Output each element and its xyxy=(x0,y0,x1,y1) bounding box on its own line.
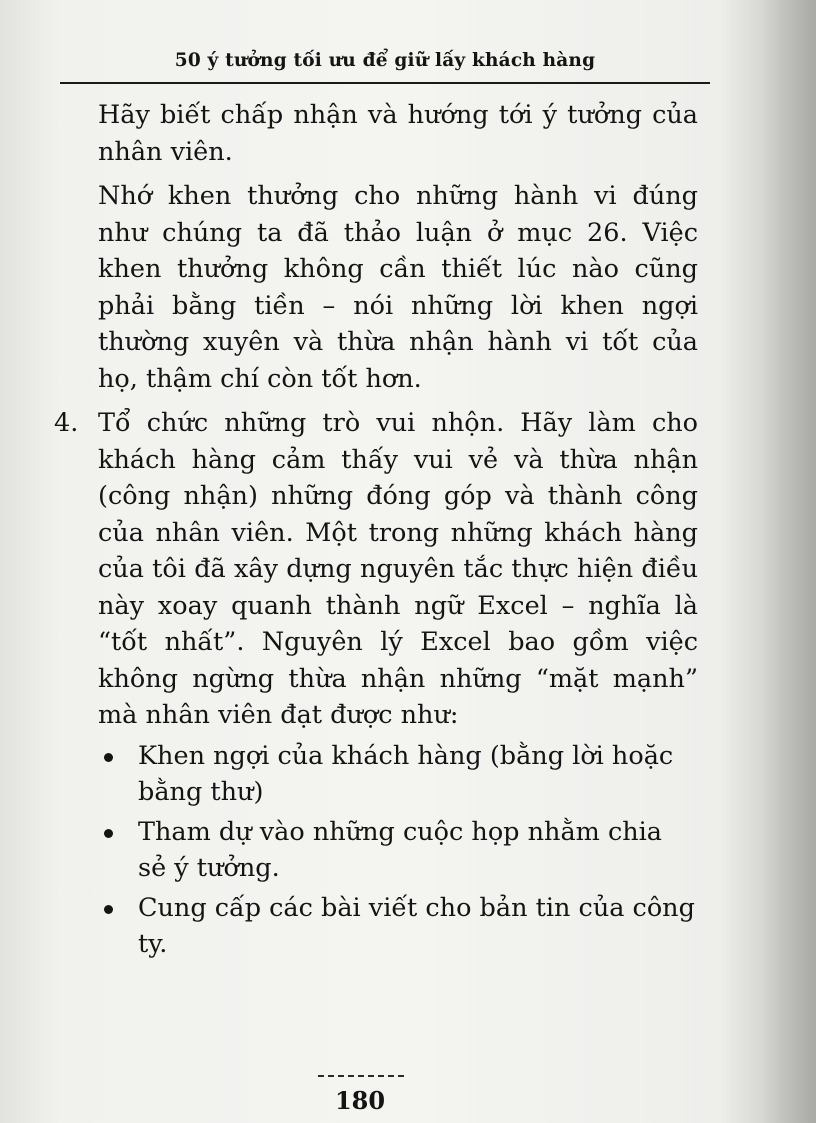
header-title: 50 ý tưởng tối ưu để giữ lấy khách hàng xyxy=(174,50,596,71)
numbered-item-4 xyxy=(54,405,698,734)
bullet-item xyxy=(98,738,698,811)
paragraph: Nhớ khen thưởng cho những hành vi đúng như chúng ta đã thảo luận ở mục 26. Việc khen thưởng không cần thiết lúc nào cũng phải bằng tiền – nói những lời khen ngợi thường xuyên và thừa nhận hành vi tốt của họ, thậm chí còn tốt hơn. xyxy=(98,181,698,394)
bullet-text: Tham dự vào những cuộc họp nhằm chia sẻ ý tưởng. xyxy=(138,816,663,883)
page-number: 180 xyxy=(334,1086,386,1115)
bullet-text: Khen ngợi của khách hàng (bằng lời hoặc bằng thư) xyxy=(138,740,674,807)
bullet-icon xyxy=(104,753,113,762)
bullet-item xyxy=(98,890,698,963)
running-header xyxy=(60,46,710,84)
bullet-text: Cung cấp các bài viết cho bản tin của công ty. xyxy=(138,892,695,959)
item-number: 4. xyxy=(54,408,79,438)
page-body xyxy=(54,97,698,963)
item-text: Tổ chức những trò vui nhộn. Hãy làm cho khách hàng cảm thấy vui vẻ và thừa nhận (công nhận) những đóng góp và thành công của nhân viên. Một trong những khách hàng của tôi đã xây dựng nguyên tắc thực hiện điều này xoay quanh thành ngữ Excel – nghĩa là “tốt nhất”. Nguyên lý Excel bao gồm việc không ngừng thừa nhận những “mặt mạnh” mà nhân viên đạt được như: xyxy=(98,408,698,730)
paragraph: Hãy biết chấp nhận và hướng tới ý tưởng của nhân viên. xyxy=(98,100,698,167)
footer-divider xyxy=(318,1075,404,1077)
bullet-icon xyxy=(104,905,113,914)
bullet-item xyxy=(98,814,698,887)
bullet-list xyxy=(54,738,698,963)
bullet-icon xyxy=(104,829,113,838)
